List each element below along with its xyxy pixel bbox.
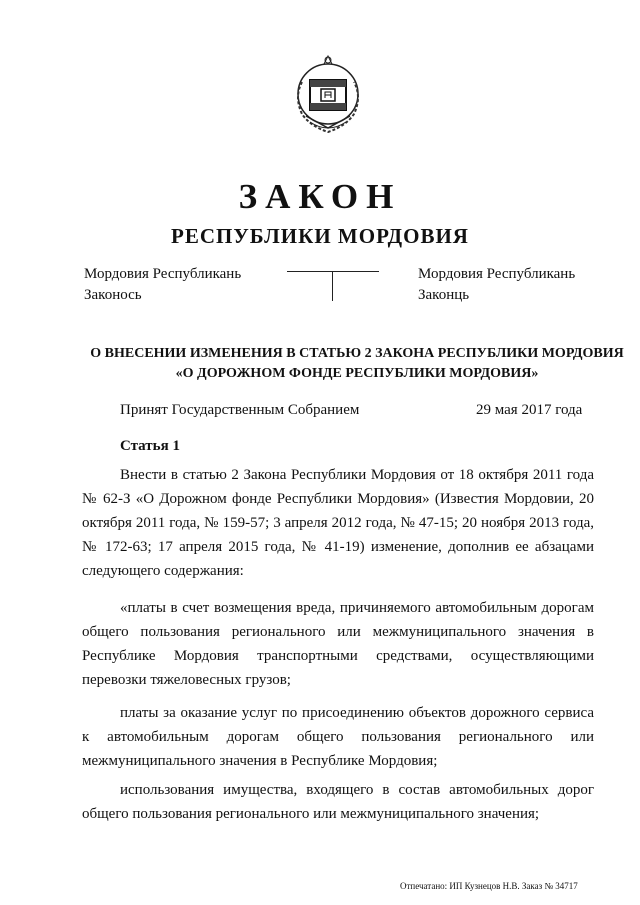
- moksha-right-line-2: Законць: [418, 287, 470, 303]
- adopted-by: Принят Государственным Собранием: [120, 402, 360, 418]
- moksha-left-line-2: Законось: [84, 287, 142, 303]
- divider-vertical: [332, 271, 333, 301]
- law-title: ЗАКОН: [238, 177, 402, 216]
- heading-line-2: «О ДОРОЖНОМ ФОНДЕ РЕСПУБЛИКИ МОРДОВИЯ»: [175, 366, 539, 381]
- law-heading: [60, 344, 640, 384]
- article-paragraph-1: Внести в статью 2 Закона Республики Мордовия от 18 октября 2011 года № 62-З «О Дорожном фонде Республики Мордовия» (Известия Мордовии, 20 октября 2011 года, № 159-57; 3 апреля 2012 года, № 47-15; 20 ноября 2013 года, № 172-63; 17 апреля 2015 года, № 41-19) изменение, дополнив ее абзацами следующего содержания:: [82, 467, 594, 579]
- republic-subtitle: РЕСПУБЛИКИ МОРДОВИЯ: [171, 224, 469, 248]
- article-paragraph-2: «платы в счет возмещения вреда, причиняемого автомобильным дорогам общего пользования регионального или межмуниципального значения в Республике Мордовия транспортными средствами, осуществляющими перевозки тяжеловесных грузов;: [82, 600, 594, 688]
- moksha-title-right: [418, 264, 575, 306]
- coat-of-arms-icon: [288, 52, 368, 138]
- print-info-footer: Отпечатано: ИП Кузнецов Н.В. Заказ № 34717: [400, 881, 578, 891]
- moksha-left-line-1: Мордовия Республикань: [84, 266, 242, 282]
- article-paragraph-4: использования имущества, входящего в состав автомобильных дорог общего пользования регионального или межмуниципального значения;: [82, 782, 594, 822]
- moksha-title-left: [84, 264, 241, 306]
- heading-line-1: О ВНЕСЕНИИ ИЗМЕНЕНИЯ В СТАТЬЮ 2 ЗАКОНА РЕСПУБЛИКИ МОРДОВИЯ: [90, 346, 624, 361]
- article-title: Статья 1: [120, 438, 180, 454]
- moksha-right-line-1: Мордовия Республикань: [418, 266, 576, 282]
- adopted-date: 29 мая 2017 года: [476, 402, 583, 418]
- article-paragraph-3: платы за оказание услуг по присоединению объектов дорожного сервиса к автомобильным дорогам общего пользования регионального или межмуниципального значения в Республике Мордовия;: [82, 705, 594, 769]
- divider-horizontal: [287, 271, 379, 272]
